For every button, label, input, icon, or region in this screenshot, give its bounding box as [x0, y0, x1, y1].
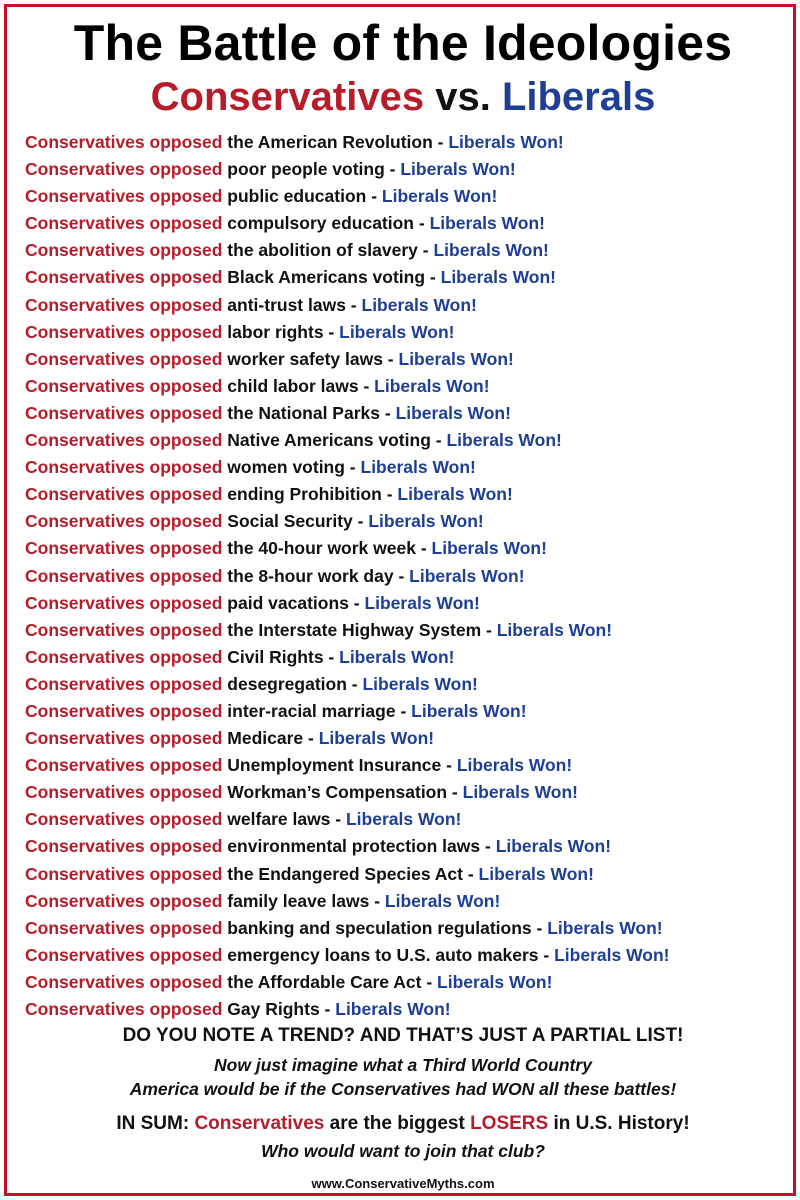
item-text: family leave laws — [227, 890, 370, 911]
item-result: Liberals Won! — [384, 890, 501, 911]
summary-losers: LOSERS — [470, 1113, 549, 1134]
item-text: ending Prohibition — [227, 484, 382, 505]
item-prefix: Conservatives opposed — [25, 240, 228, 261]
item-dash: - — [323, 321, 340, 342]
item-prefix: Conservatives opposed — [25, 321, 228, 342]
item-text: worker safety laws — [227, 348, 383, 369]
item-text: the Affordable Care Act — [227, 971, 422, 992]
item-text: the 8-hour work day — [227, 565, 394, 586]
list-item — [25, 292, 795, 319]
summary-conservatives: Conservatives — [194, 1113, 325, 1134]
item-dash: - — [330, 809, 346, 830]
item-result: Liberals Won! — [400, 159, 516, 180]
item-result: Liberals Won! — [411, 700, 527, 721]
item-prefix: Conservatives opposed — [25, 809, 228, 830]
item-result: Liberals Won! — [395, 402, 511, 423]
item-dash: - — [430, 430, 447, 451]
subtitle-conservatives: Conservatives — [150, 75, 425, 119]
item-text: the Endangered Species Act — [227, 863, 463, 884]
item-result: Liberals Won! — [339, 321, 455, 342]
list-item — [25, 752, 795, 779]
item-result: Liberals Won! — [496, 619, 613, 640]
list-item — [25, 210, 795, 237]
item-result: Liberals Won! — [339, 646, 455, 667]
list-item — [25, 508, 795, 535]
item-prefix: Conservatives opposed — [25, 457, 228, 478]
item-dash: - — [432, 132, 449, 152]
item-result: Liberals Won! — [547, 917, 663, 938]
item-result: Liberals Won! — [345, 809, 462, 830]
item-prefix: Conservatives opposed — [25, 538, 228, 559]
list-item — [25, 671, 795, 698]
item-text: the abolition of slavery — [227, 240, 418, 261]
opposed-list — [25, 129, 795, 1023]
item-text: Unemployment Insurance — [227, 755, 442, 776]
list-item — [25, 481, 795, 508]
item-prefix: Conservatives opposed — [25, 294, 228, 315]
item-text: the Interstate Highway System — [227, 619, 482, 640]
item-dash: - — [531, 917, 548, 938]
item-dash: - — [421, 971, 438, 992]
list-item — [25, 996, 795, 1023]
list-item — [25, 806, 795, 833]
item-prefix: Conservatives opposed — [25, 186, 228, 207]
item-prefix: Conservatives opposed — [25, 375, 228, 396]
item-text: Gay Rights — [227, 999, 320, 1019]
list-item — [25, 725, 795, 752]
list-item — [25, 237, 795, 264]
item-result: Liberals Won! — [462, 782, 579, 803]
summary-line — [7, 1111, 799, 1137]
item-dash: - — [417, 240, 434, 261]
item-text: Civil Rights — [227, 646, 324, 667]
item-result: Liberals Won! — [554, 944, 670, 965]
item-prefix: Conservatives opposed — [25, 267, 228, 288]
list-item — [25, 346, 795, 373]
list-item — [25, 129, 795, 156]
item-text: desegregation — [227, 673, 347, 694]
item-result: Liberals Won! — [368, 511, 484, 532]
list-item — [25, 156, 795, 183]
item-text: women voting — [227, 457, 345, 478]
item-text: Native Americans voting — [227, 430, 431, 451]
item-prefix: Conservatives opposed — [25, 728, 228, 749]
item-prefix: Conservatives opposed — [25, 565, 228, 586]
item-prefix: Conservatives opposed — [25, 159, 228, 180]
list-item — [25, 454, 795, 481]
question-line: Who would want to join that club? — [261, 1141, 545, 1161]
item-text: Workman’s Compensation — [227, 782, 448, 803]
item-text: poor people voting — [227, 159, 385, 180]
item-result: Liberals Won! — [361, 294, 477, 315]
item-prefix: Conservatives opposed — [25, 484, 228, 505]
item-prefix: Conservatives opposed — [25, 971, 228, 992]
item-result: Liberals Won! — [364, 592, 480, 613]
item-prefix: Conservatives opposed — [25, 348, 228, 369]
summary-end: in U.S. History! — [548, 1113, 690, 1134]
list-item — [25, 535, 795, 562]
list-item — [25, 400, 795, 427]
summary-prefix: IN SUM: — [116, 1113, 195, 1134]
item-result: Liberals Won! — [495, 836, 612, 857]
item-prefix: Conservatives opposed — [25, 755, 228, 776]
imagine-line-2: America would be if the Conservatives had WON all these battles! — [129, 1079, 677, 1099]
item-result: Liberals Won! — [446, 430, 562, 451]
item-dash: - — [425, 267, 441, 288]
item-dash: - — [415, 538, 432, 559]
list-item — [25, 183, 795, 210]
list-item — [25, 779, 795, 806]
list-item — [25, 319, 795, 346]
list-item — [25, 617, 795, 644]
item-dash: - — [366, 186, 382, 207]
item-result: Liberals Won! — [335, 999, 451, 1019]
item-prefix: Conservatives opposed — [25, 430, 228, 451]
item-result: Liberals Won! — [448, 132, 564, 152]
item-result: Liberals Won! — [437, 971, 553, 992]
item-text: environmental protection laws — [227, 836, 481, 857]
item-result: Liberals Won! — [409, 565, 525, 586]
item-text: the National Parks — [227, 402, 380, 423]
item-text: banking and speculation regulations — [227, 917, 532, 938]
item-dash: - — [348, 592, 365, 613]
item-dash: - — [358, 375, 375, 396]
item-prefix: Conservatives opposed — [25, 782, 228, 803]
list-item — [25, 427, 795, 454]
item-result: Liberals Won! — [440, 267, 557, 288]
subtitle-liberals: Liberals — [501, 75, 656, 119]
item-dash: - — [538, 944, 555, 965]
item-dash: - — [380, 402, 396, 423]
item-prefix: Conservatives opposed — [25, 890, 228, 911]
summary-middle: are the biggest — [324, 1113, 471, 1134]
trend-statement: DO YOU NOTE A TREND? AND THAT’S JUST A PARTIAL LIST! — [122, 1025, 684, 1046]
list-item — [25, 861, 795, 888]
item-prefix: Conservatives opposed — [25, 619, 228, 640]
item-prefix: Conservatives opposed — [25, 999, 228, 1019]
item-text: Black Americans voting — [227, 267, 426, 288]
item-result: Liberals Won! — [381, 186, 498, 207]
item-result: Liberals Won! — [360, 457, 476, 478]
item-text: public education — [227, 186, 367, 207]
item-result: Liberals Won! — [429, 213, 545, 234]
item-dash: - — [369, 890, 385, 911]
item-dash: - — [352, 511, 369, 532]
item-dash: - — [303, 728, 319, 749]
item-prefix: Conservatives opposed — [25, 511, 228, 532]
poster-frame — [4, 4, 796, 1196]
item-result: Liberals Won! — [431, 538, 547, 559]
item-dash: - — [462, 863, 479, 884]
item-text: paid vacations — [227, 592, 349, 613]
item-text: emergency loans to U.S. auto makers — [227, 944, 539, 965]
item-dash: - — [481, 619, 497, 640]
item-dash: - — [344, 457, 361, 478]
item-result: Liberals Won! — [398, 348, 514, 369]
poster-title: The Battle of the Ideologies — [73, 15, 733, 71]
item-dash: - — [414, 213, 430, 234]
item-text: inter-racial marriage — [227, 700, 396, 721]
item-dash: - — [393, 565, 410, 586]
item-dash: - — [381, 484, 398, 505]
item-text: Social Security — [227, 511, 353, 532]
list-item — [25, 644, 795, 671]
list-item — [25, 833, 795, 860]
item-prefix: Conservatives opposed — [25, 836, 228, 857]
item-dash: - — [319, 999, 336, 1019]
list-item — [25, 698, 795, 725]
item-text: anti-trust laws — [227, 294, 346, 315]
item-prefix: Conservatives opposed — [25, 863, 228, 884]
item-result: Liberals Won! — [478, 863, 594, 884]
item-text: the American Revolution — [227, 132, 433, 152]
website-url: www.ConservativeMyths.com — [311, 1176, 495, 1191]
list-item — [25, 563, 795, 590]
list-item — [25, 264, 795, 291]
item-result: Liberals Won! — [456, 755, 573, 776]
item-dash: - — [323, 646, 340, 667]
item-result: Liberals Won! — [433, 240, 549, 261]
poster-subtitle — [7, 73, 799, 121]
item-text: the 40-hour work week — [227, 538, 416, 559]
subtitle-vs: vs. — [424, 75, 502, 119]
item-dash: - — [395, 700, 412, 721]
list-item — [25, 942, 795, 969]
item-prefix: Conservatives opposed — [25, 646, 228, 667]
item-prefix: Conservatives opposed — [25, 917, 228, 938]
list-item — [25, 915, 795, 942]
item-result: Liberals Won! — [362, 673, 478, 694]
item-dash: - — [480, 836, 496, 857]
item-prefix: Conservatives opposed — [25, 213, 228, 234]
item-text: labor rights — [227, 321, 324, 342]
item-dash: - — [384, 159, 401, 180]
item-result: Liberals Won! — [318, 728, 435, 749]
item-dash: - — [447, 782, 463, 803]
item-text: welfare laws — [227, 809, 331, 830]
item-dash: - — [441, 755, 457, 776]
list-item — [25, 590, 795, 617]
item-dash: - — [346, 673, 363, 694]
imagine-line-1: Now just imagine what a Third World Country — [214, 1055, 592, 1075]
item-dash: - — [382, 348, 399, 369]
list-item — [25, 373, 795, 400]
list-item — [25, 888, 795, 915]
item-text: Medicare — [227, 728, 304, 749]
item-prefix: Conservatives opposed — [25, 132, 228, 152]
item-prefix: Conservatives opposed — [25, 700, 228, 721]
item-prefix: Conservatives opposed — [25, 402, 228, 423]
item-result: Liberals Won! — [374, 375, 490, 396]
item-result: Liberals Won! — [397, 484, 513, 505]
list-item — [25, 969, 795, 996]
item-dash: - — [345, 294, 362, 315]
item-text: compulsory education — [227, 213, 414, 234]
item-prefix: Conservatives opposed — [25, 944, 228, 965]
item-prefix: Conservatives opposed — [25, 673, 228, 694]
item-prefix: Conservatives opposed — [25, 592, 228, 613]
item-text: child labor laws — [227, 375, 359, 396]
